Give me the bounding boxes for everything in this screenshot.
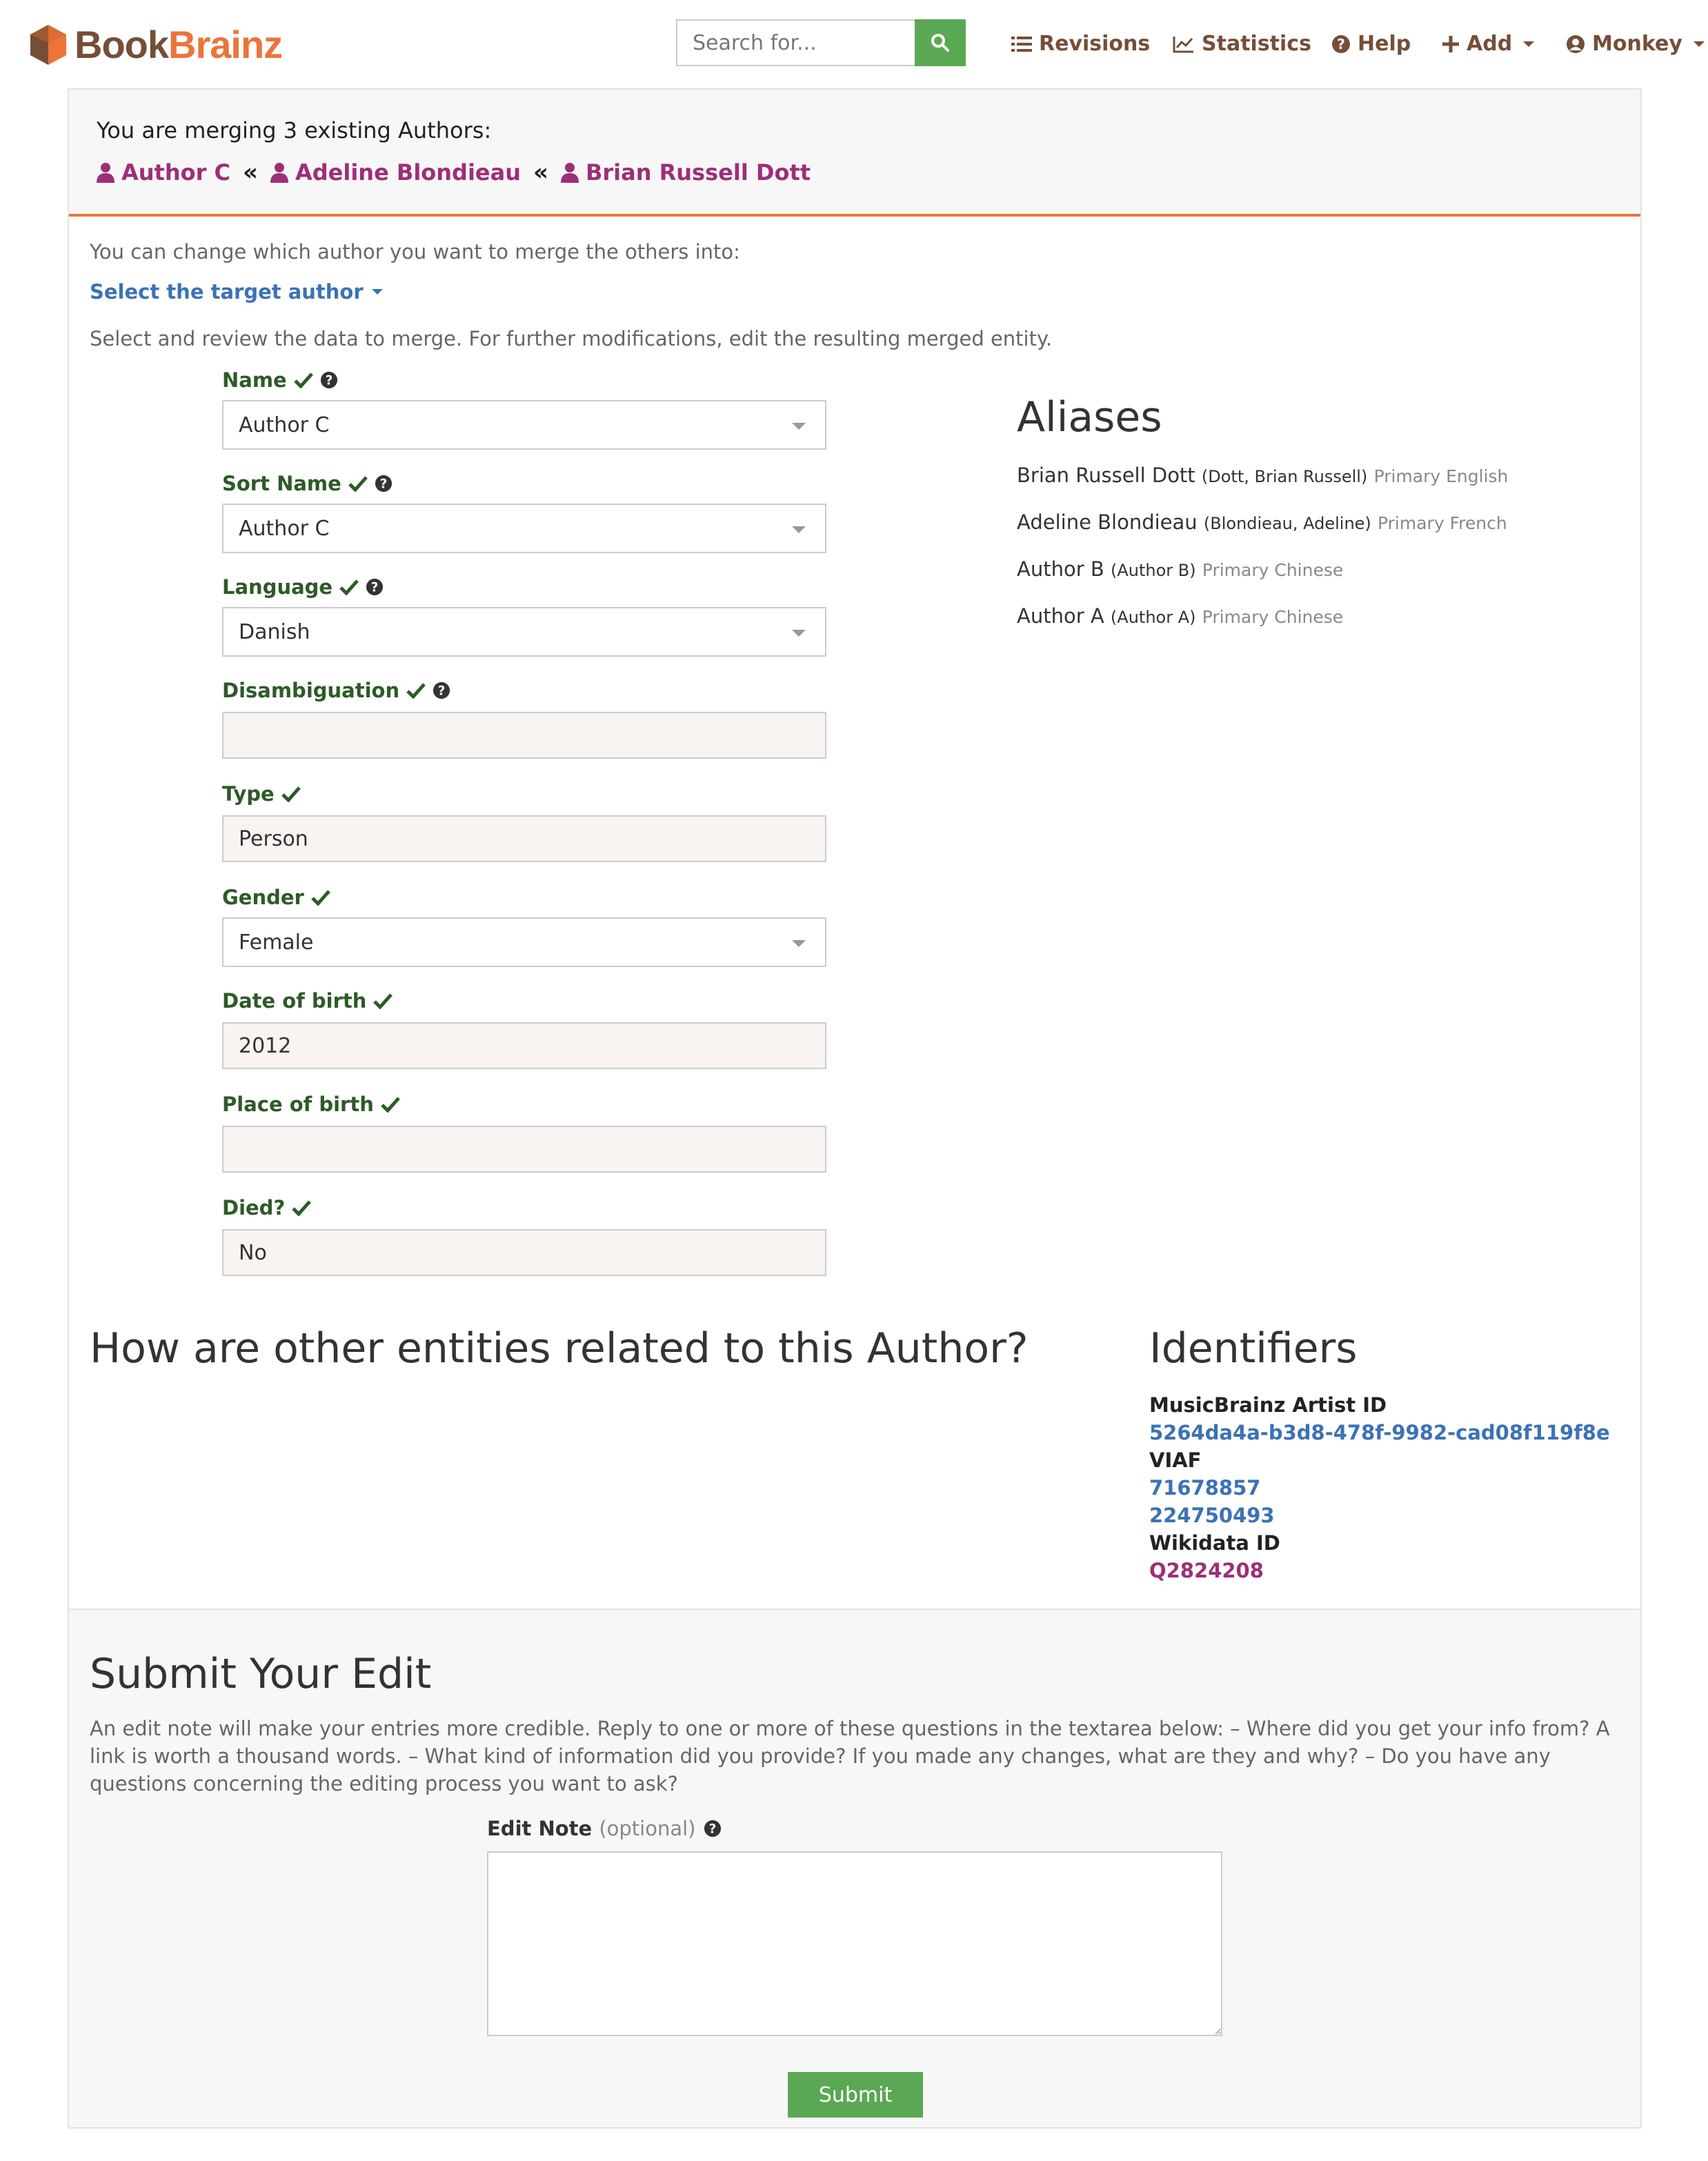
- field-label: [222, 679, 450, 702]
- check-icon: [311, 889, 330, 906]
- caret-down-icon: [1523, 41, 1534, 47]
- field-label-text: Disambiguation: [222, 679, 400, 702]
- merge-separator-icon: «: [533, 159, 548, 186]
- search-form: [676, 19, 966, 66]
- alias-item: [1017, 464, 1508, 487]
- search-input[interactable]: [676, 19, 915, 66]
- select-target-label: Select the target author: [90, 280, 364, 303]
- user-icon: [561, 162, 579, 183]
- field-label-text: Language: [222, 575, 333, 599]
- review-instructions: Select and review the data to merge. For further modifications, edit the resulting merged entity.: [90, 327, 1053, 350]
- field-label-text: Sort Name: [222, 472, 341, 495]
- field-value[interactable]: [222, 815, 826, 862]
- nav-statistics-label: Statistics: [1202, 32, 1311, 56]
- field-select[interactable]: [222, 400, 826, 450]
- alias-meta: Primary English: [1373, 466, 1509, 486]
- nav-add[interactable]: [1442, 32, 1534, 56]
- alias-sort-name: (Author B): [1110, 561, 1196, 580]
- user-icon: [270, 162, 288, 183]
- dropdown-arrow-icon: [792, 630, 806, 637]
- field-label: [222, 1093, 400, 1116]
- identifier-type: VIAF: [1149, 1448, 1202, 1472]
- svg-text:?: ?: [325, 373, 333, 388]
- field-label-text: Type: [222, 782, 275, 806]
- field-label: [222, 368, 338, 392]
- list-icon: [1011, 35, 1032, 53]
- check-icon: [339, 579, 359, 595]
- field-value[interactable]: [222, 1022, 826, 1069]
- merge-author-link[interactable]: [561, 159, 811, 186]
- svg-text:?: ?: [709, 1822, 717, 1837]
- alias-meta: Primary Chinese: [1202, 560, 1344, 580]
- dropdown-arrow-icon: [792, 526, 806, 533]
- field-value[interactable]: [222, 712, 826, 759]
- field-label-text: Died?: [222, 1196, 286, 1219]
- search-button[interactable]: [915, 19, 966, 66]
- svg-text:?: ?: [437, 684, 446, 699]
- merge-author-link[interactable]: [270, 159, 521, 186]
- field-label-text: Date of birth: [222, 989, 367, 1013]
- svg-text:?: ?: [379, 477, 388, 492]
- field-label: [222, 782, 301, 806]
- field-value-text: 2012: [239, 1033, 292, 1058]
- merge-author-name: Adeline Blondieau: [295, 159, 521, 186]
- nav-user-label: Monkey: [1592, 32, 1682, 56]
- edit-note-textarea[interactable]: [487, 1851, 1222, 2036]
- dropdown-arrow-icon: [792, 940, 806, 947]
- help-icon[interactable]: [320, 371, 338, 389]
- relationships-heading: How are other entities related to this Author?: [90, 1324, 1029, 1373]
- identifier-type: MusicBrainz Artist ID: [1149, 1393, 1387, 1417]
- check-icon: [373, 993, 393, 1009]
- alias-item: [1017, 510, 1507, 534]
- alias-sort-name: (Author A): [1110, 608, 1196, 627]
- plus-icon: [1442, 35, 1460, 53]
- field-select[interactable]: [222, 504, 826, 553]
- field-value-text: Person: [239, 826, 308, 851]
- nav-revisions[interactable]: [1011, 32, 1150, 56]
- edit-note-description: An edit note will make your entries more credible. Reply to one or more of these questions in the textarea below: – Where did you get your info from? A link is worth a thousand words. – What kind of information did you provide? If you made any changes, what are they and why? – Do you have any questions concerning the editing process you want to ask?: [90, 1717, 1610, 1795]
- field-label: [222, 886, 330, 909]
- change-target-text: You can change which author you want to merge the others into:: [90, 240, 740, 263]
- svg-text:?: ?: [1337, 35, 1345, 52]
- book-logo-icon: [29, 23, 68, 66]
- identifiers-heading: Identifiers: [1149, 1324, 1358, 1373]
- check-icon: [281, 786, 301, 802]
- merge-header: [69, 90, 1640, 217]
- question-circle-icon: [1331, 34, 1351, 54]
- caret-down-icon: [372, 289, 383, 295]
- field-value-text: Author C: [239, 516, 330, 541]
- search-icon: [930, 32, 951, 53]
- identifier-value-link[interactable]: 71678857: [1149, 1476, 1261, 1500]
- check-icon: [381, 1096, 400, 1113]
- edit-note-label-text: Edit Note: [487, 1817, 593, 1840]
- check-icon: [348, 475, 368, 492]
- field-label-text: Place of birth: [222, 1093, 374, 1116]
- alias-item: [1017, 557, 1343, 581]
- check-icon: [292, 1199, 311, 1216]
- merge-title: You are merging 3 existing Authors:: [97, 117, 492, 143]
- alias-meta: Primary Chinese: [1202, 607, 1344, 627]
- merge-panel: [68, 88, 1642, 2129]
- aliases-heading: Aliases: [1017, 393, 1162, 441]
- identifier-value-link[interactable]: Q2824208: [1149, 1559, 1264, 1582]
- field-value[interactable]: [222, 1229, 826, 1276]
- help-icon[interactable]: [433, 681, 450, 699]
- field-value-text: Author C: [239, 412, 330, 437]
- field-label-text: Name: [222, 368, 287, 392]
- field-select[interactable]: [222, 917, 826, 967]
- alias-name: Author B: [1017, 557, 1104, 581]
- nav-help[interactable]: [1331, 32, 1411, 56]
- check-icon: [406, 682, 426, 699]
- alias-item: [1017, 604, 1343, 628]
- help-icon[interactable]: [366, 578, 384, 596]
- merge-author-name: Author C: [121, 159, 231, 186]
- alias-name: Author A: [1017, 604, 1104, 628]
- nav-help-label: Help: [1358, 32, 1411, 56]
- select-target-author-dropdown[interactable]: [90, 280, 383, 303]
- edit-note-optional: (optional): [599, 1817, 696, 1840]
- user-circle-icon: [1566, 34, 1585, 54]
- merge-author-link[interactable]: [97, 159, 230, 186]
- field-value-text: No: [239, 1240, 267, 1265]
- submit-section: [69, 1609, 1640, 2127]
- alias-name: Brian Russell Dott: [1017, 464, 1195, 487]
- field-label: [222, 1196, 311, 1219]
- check-icon: [294, 372, 313, 388]
- alias-name: Adeline Blondieau: [1017, 510, 1198, 534]
- alias-meta: Primary French: [1378, 513, 1507, 533]
- help-icon[interactable]: [375, 475, 393, 492]
- alias-sort-name: (Blondieau, Adeline): [1203, 514, 1371, 533]
- nav-revisions-label: Revisions: [1039, 32, 1151, 56]
- field-value-text: Danish: [239, 619, 310, 644]
- line-chart-icon: [1173, 35, 1195, 53]
- field-label: [222, 575, 384, 599]
- submit-heading: Submit Your Edit: [90, 1650, 432, 1698]
- help-icon[interactable]: [704, 1820, 722, 1838]
- nav-add-label: Add: [1467, 32, 1513, 56]
- field-value-text: Female: [239, 930, 314, 955]
- merge-separator-icon: «: [243, 159, 258, 186]
- brand-logo[interactable]: [29, 22, 282, 67]
- field-label-text: Gender: [222, 886, 304, 909]
- navbar: [0, 0, 1708, 86]
- brand-name: BookBrainz: [75, 23, 283, 66]
- caret-down-icon: [1694, 41, 1705, 47]
- identifier-value-link[interactable]: 5264da4a-b3d8-478f-9982-cad08f119f8e: [1149, 1421, 1610, 1444]
- field-label: [222, 989, 393, 1013]
- svg-text:?: ?: [370, 580, 379, 595]
- dropdown-arrow-icon: [792, 423, 806, 430]
- submit-button[interactable]: Submit: [788, 2072, 923, 2118]
- edit-note-label: [487, 1817, 722, 1840]
- nav-statistics[interactable]: [1173, 32, 1311, 56]
- identifier-type: Wikidata ID: [1149, 1531, 1280, 1555]
- merge-author-name: Brian Russell Dott: [585, 159, 811, 186]
- alias-sort-name: (Dott, Brian Russell): [1201, 467, 1368, 486]
- nav-user-menu[interactable]: [1566, 32, 1705, 56]
- user-icon: [97, 162, 115, 183]
- field-value[interactable]: [222, 1126, 826, 1173]
- identifier-value-link[interactable]: 224750493: [1149, 1504, 1275, 1527]
- field-label: [222, 472, 393, 495]
- field-select[interactable]: [222, 607, 826, 657]
- merge-author-list: [97, 159, 811, 186]
